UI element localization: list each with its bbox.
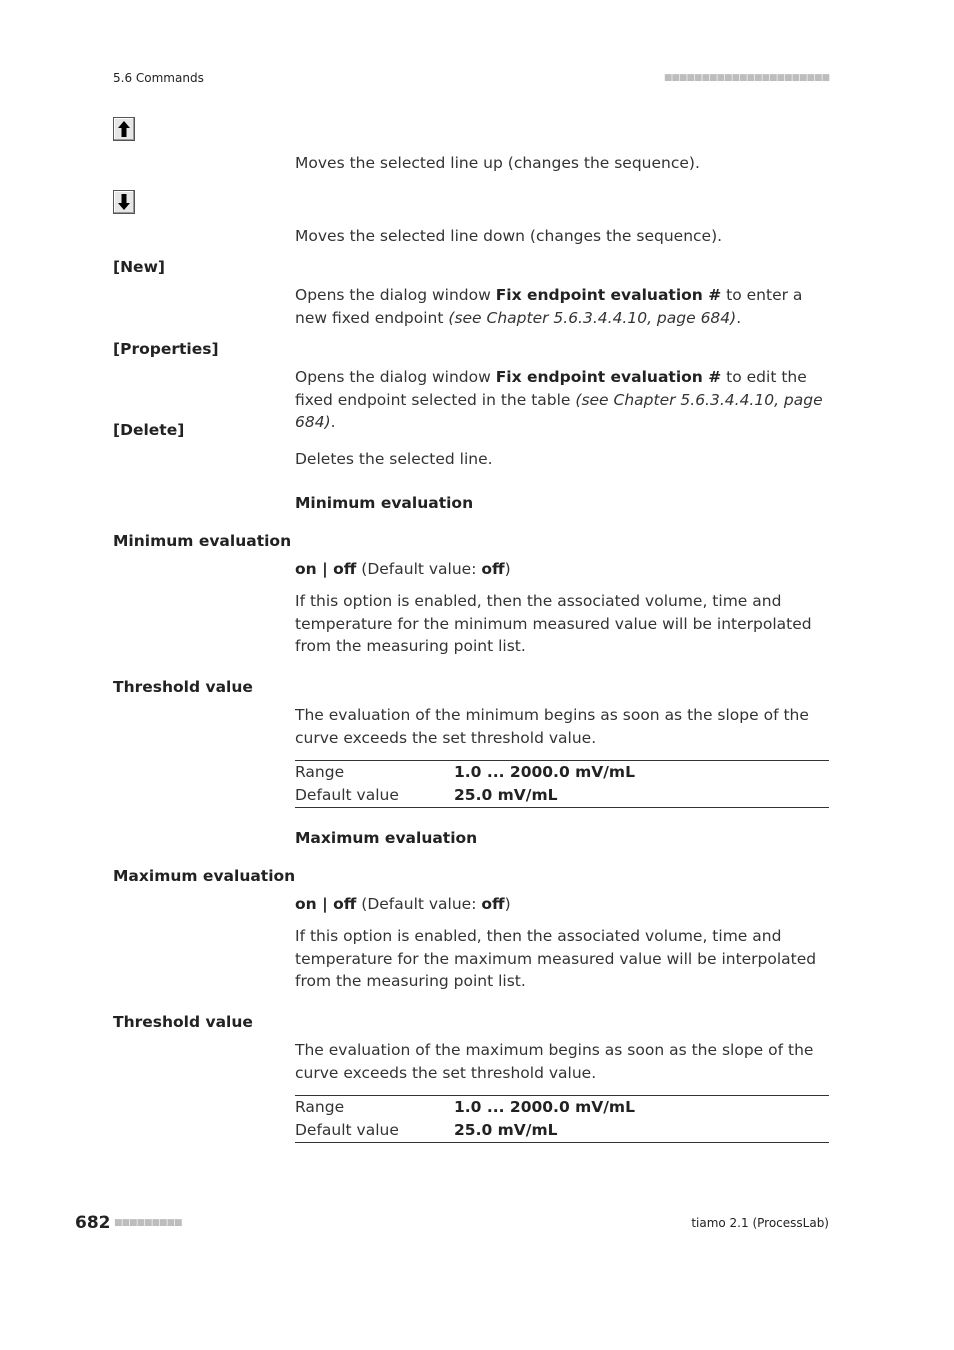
- minimum-subheading: Minimum evaluation: [295, 494, 474, 512]
- properties-term: [Properties]: [113, 340, 219, 358]
- minimum-description: If this option is enabled, then the associated volume, time and temperature for the minimum measured value will be interpolated from the measuring point list.: [295, 592, 812, 655]
- properties-description: Opens the dialog window Fix endpoint evaluation # to edit the fixed endpoint selected in the table (see Chapter 5.6.3.4.4.10, page 684).: [295, 368, 823, 431]
- minimum-term: Minimum evaluation: [113, 532, 292, 550]
- table-row: Range 1.0 ... 2000.0 mV/mL: [295, 763, 635, 781]
- maximum-threshold-table: [295, 1095, 829, 1143]
- new-description: Opens the dialog window Fix endpoint evaluation # to enter a new fixed endpoint (see Chapter 5.6.3.4.4.10, page 684).: [295, 286, 803, 327]
- maximum-options: on | off (Default value: off): [295, 895, 511, 913]
- minimum-threshold-table: [295, 760, 829, 808]
- maximum-description: If this option is enabled, then the associated volume, time and temperature for the maximum measured value will be interpolated from the measuring point list.: [295, 927, 817, 990]
- maximum-term: Maximum evaluation: [113, 867, 296, 885]
- dialog-name: Fix endpoint evaluation #: [495, 368, 722, 386]
- delete-term: [Delete]: [113, 421, 185, 439]
- move-up-description: Moves the selected line up (changes the sequence).: [295, 154, 700, 172]
- minimum-options: on | off (Default value: off): [295, 560, 511, 578]
- footer-decoration: ■■■■■■■■■: [114, 1218, 182, 1228]
- arrow-up-icon: [117, 120, 131, 138]
- maximum-subheading: Maximum evaluation: [295, 829, 478, 847]
- delete-description: Deletes the selected line.: [295, 450, 493, 468]
- table-row: Range 1.0 ... 2000.0 mV/mL: [295, 1098, 635, 1116]
- table-row: Default value 25.0 mV/mL: [295, 1121, 558, 1139]
- dialog-name: Fix endpoint evaluation #: [495, 286, 722, 304]
- arrow-down-icon: [117, 193, 131, 211]
- maximum-threshold-description: The evaluation of the maximum begins as soon as the slope of the curve exceeds the set threshold value.: [295, 1041, 814, 1082]
- product-name: tiamo 2.1 (ProcessLab): [691, 1216, 829, 1230]
- chapter-reference[interactable]: (see Chapter 5.6.3.4.4.10, page 684): [295, 390, 823, 431]
- header-decoration: ■■■■■■■■■■■■■■■■■■■■■■: [663, 73, 829, 83]
- move-up-button[interactable]: [113, 117, 135, 141]
- chapter-reference[interactable]: (see Chapter 5.6.3.4.4.10, page 684): [448, 308, 737, 327]
- new-term: [New]: [113, 258, 165, 276]
- table-row: Default value 25.0 mV/mL: [295, 786, 558, 804]
- minimum-threshold-description: The evaluation of the minimum begins as soon as the slope of the curve exceeds the set threshold value.: [295, 706, 809, 747]
- page-number: 682: [75, 1213, 111, 1233]
- move-down-description: Moves the selected line down (changes the sequence).: [295, 227, 723, 245]
- maximum-threshold-term: Threshold value: [113, 1013, 253, 1031]
- header-section-title: 5.6 Commands: [113, 71, 204, 85]
- minimum-threshold-term: Threshold value: [113, 678, 253, 696]
- move-down-button[interactable]: [113, 190, 135, 214]
